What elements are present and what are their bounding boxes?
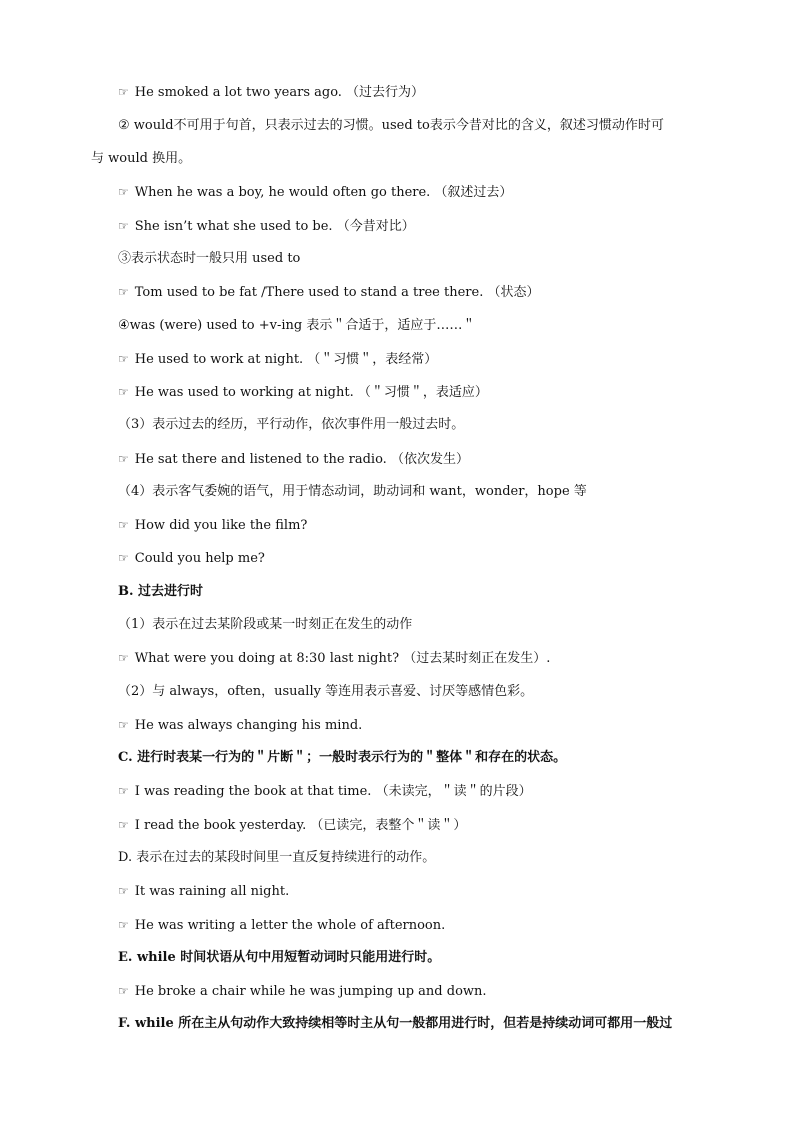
section-heading [118,749,566,767]
line-text: B. 过去进行时 [118,584,204,599]
pointing-hand-icon: ☞ [118,651,129,665]
example-line [118,882,289,901]
line-text: ④was (were) used to +v-ing 表示＂合适于，适应于……＂ [118,318,476,333]
line-text: It was raining all night. [134,884,290,899]
example-line [118,549,265,568]
line-text: （4）表示客气委婉的语气，用于情态动词，助动词和 want，wonder，hope 等 [118,484,587,499]
example-line [118,83,424,102]
line-text: ③表示状态时一般只用 used to [118,251,301,266]
line-text: 与 would 换用。 [91,151,192,166]
section-heading [118,949,440,967]
line-text: I was reading the book at that time. （未读完，＂读＂的片段） [134,784,532,799]
example-line [118,283,539,302]
pointing-hand-icon: ☞ [118,385,129,399]
section-heading [118,583,203,601]
pointing-hand-icon: ☞ [118,918,129,932]
pointing-hand-icon: ☞ [118,85,129,99]
line-text: F. while 所在主从句动作大致持续相等时主从句一般都用进行时，但若是持续动词可都用一般过 [118,1016,673,1031]
line-text: He was used to working at night. （＂习惯＂，表适应） [134,385,488,400]
rule-line [118,416,464,434]
line-text: （3）表示过去的经历，平行动作，依次事件用一般过去时。 [118,417,465,432]
example-line [118,183,512,202]
pointing-hand-icon: ☞ [118,352,129,366]
example-line [118,350,437,369]
pointing-hand-icon: ☞ [118,784,129,798]
pointing-hand-icon: ☞ [118,452,129,466]
line-text: He broke a chair while he was jumping up and down. [134,984,487,999]
line-text: What were you doing at 8:30 last night? （过去某时刻正在发生）. [134,651,551,666]
line-text: When he was a boy, he would often go there. （叙述过去） [134,185,513,200]
line-text: Could you help me? [134,551,265,566]
line-text: He smoked a lot two years ago. （过去行为） [134,85,425,100]
example-line [118,816,466,835]
line-text: He was always changing his mind. [134,718,363,733]
example-line [118,383,488,402]
pointing-hand-icon: ☞ [118,219,129,233]
rule-line [118,616,412,634]
line-text: He used to work at night. （＂习惯＂，表经常） [134,352,438,367]
pointing-hand-icon: ☞ [118,551,129,565]
pointing-hand-icon: ☞ [118,884,129,898]
pointing-hand-icon: ☞ [118,818,129,832]
pointing-hand-icon: ☞ [118,984,129,998]
rule-line-continued [91,150,191,168]
line-text: I read the book yesterday. （已读完，表整个＂读＂） [134,818,467,833]
line-text: ② would不可用于句首，只表示过去的习惯。used to表示今昔对比的含义，叙述习惯动作时可 [118,118,664,133]
rule-line [118,683,533,701]
pointing-hand-icon: ☞ [118,285,129,299]
rule-line [118,483,587,501]
pointing-hand-icon: ☞ [118,185,129,199]
rule-line [118,117,664,135]
example-line [118,916,445,935]
line-text: D. 表示在过去的某段时间里一直反复持续进行的动作。 [118,850,436,865]
line-text: C. 进行时表某一行为的＂片断＂；一般时表示行为的＂整体＂和存在的状态。 [118,750,567,765]
example-line [118,782,532,801]
line-text: She isn’t what she used to be. （今昔对比） [134,219,415,234]
section-heading [118,849,435,867]
pointing-hand-icon: ☞ [118,518,129,532]
example-line [118,450,469,469]
line-text: He was writing a letter the whole of afternoon. [134,918,446,933]
line-text: How did you like the film? [134,518,308,533]
line-text: （1）表示在过去某阶段或某一时刻正在发生的动作 [118,617,413,632]
example-line [118,649,550,668]
section-heading [118,1015,672,1033]
line-text: He sat there and listened to the radio. （依次发生） [134,452,469,467]
example-line [118,982,487,1001]
example-line [118,716,362,735]
rule-line [118,317,475,335]
line-text: Tom used to be fat /There used to stand a tree there. （状态） [134,285,540,300]
example-line [118,516,307,535]
example-line [118,217,415,236]
line-text: E. while 时间状语从句中用短暂动词时只能用进行时。 [118,950,441,965]
line-text: （2）与 always，often，usually 等连用表示喜爱、讨厌等感情色彩。 [118,684,534,699]
pointing-hand-icon: ☞ [118,718,129,732]
rule-line [118,250,300,268]
